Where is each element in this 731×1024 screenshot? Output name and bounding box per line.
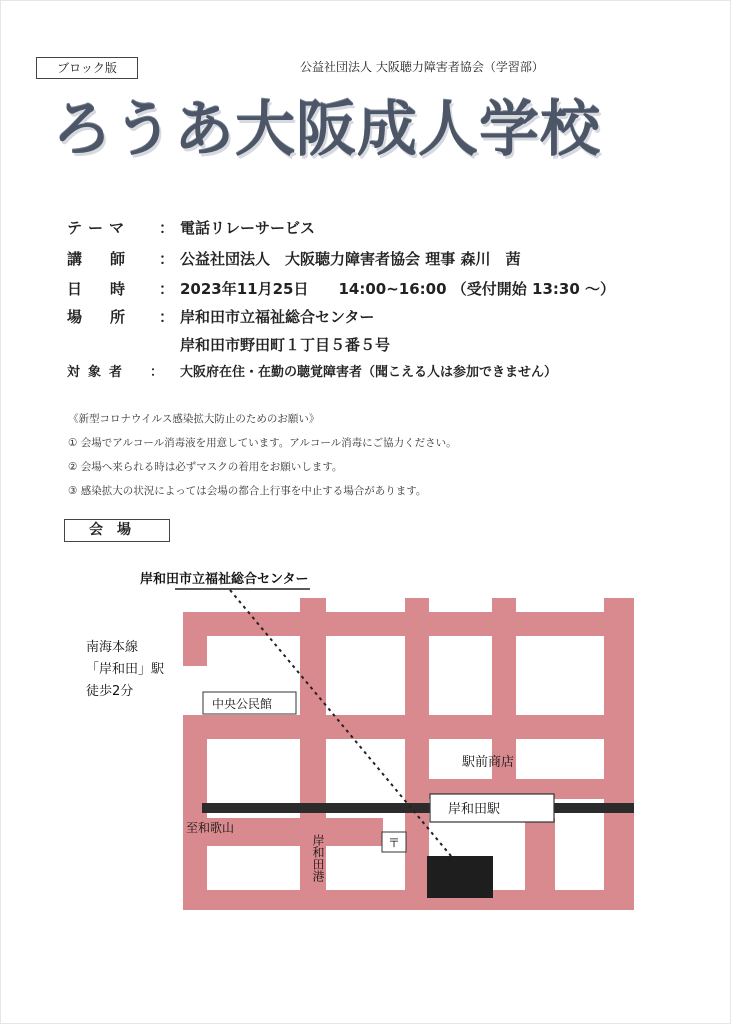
access-line-1: 南海本線 [86,640,139,655]
place-value: 岸和田市立福祉総合センター [180,308,375,326]
notice-item: ② 会場へ来られる時は必ずマスクの着用をお願いします。 [68,461,343,473]
place-colon: ： [159,308,175,326]
notice-item: ① 会場でアルコール消毒液を用意しています。アルコール消毒にご協力ください。 [68,437,457,449]
datetime-value: 2023年11月25日 14:00~16:00 （受付開始 13:30 ～） [180,280,615,298]
post-office-icon: 〒 [388,836,401,850]
theme-colon: ： [159,219,175,237]
facility-label: 岸和田市立福祉総合センター [140,572,309,587]
lecturer-label: 講師 [67,250,154,268]
datetime-colon: ： [159,280,175,298]
station-label: 岸和田駅 [448,802,501,817]
road-top-left-stub [183,612,207,666]
target-label: 対象者 [67,365,131,380]
place-address: 岸和田市野田町１丁目５番５号 [180,336,391,354]
notice-item: ③ 感染拡大の状況によっては会場の都合上行事を中止する場合があります。 [68,485,427,497]
target-value: 大阪府在住・在勤の聴覚障害者（聞こえる人は参加できません） [180,365,558,380]
road-vertical-2 [405,598,429,910]
to-wakayama-label: 至和歌山 [186,821,235,835]
access-line-3: 徒歩2分 [86,684,134,699]
venue-heading: 会場 [64,519,170,542]
datetime-label: 日時 [67,280,154,298]
place-label: 場所 [67,308,154,326]
block-edition-badge: ブロック版 [36,57,138,79]
page-title: ろうあ大阪成人学校 [52,95,601,165]
community-hall-label: 中央公民館 [212,697,273,711]
road-vertical-4 [604,598,634,910]
shopping-street-label: 駅前商店 [462,755,515,770]
road-middle [183,715,631,739]
organizer-name: 公益社団法人 大阪聴力障害者協会（学習部） [300,60,544,74]
notice-heading: 《新型コロナウイルス感染拡大防止のためのお願い》 [68,413,320,425]
road-network [183,598,634,910]
theme-value: 電話リレーサービス [180,219,316,237]
theme-label: テーマ [67,219,131,237]
port-street-label: 岸和田港 [311,834,325,882]
nankai-railway [202,803,634,813]
lecturer-value: 公益社団法人 大阪聴力障害者協会 理事 森川 茜 [180,250,521,268]
road-bottom [183,890,634,910]
lecturer-colon: ： [159,250,175,268]
access-line-2: 「岸和田」駅 [86,662,165,677]
target-colon: ： [150,365,164,380]
facility-marker [427,856,493,898]
